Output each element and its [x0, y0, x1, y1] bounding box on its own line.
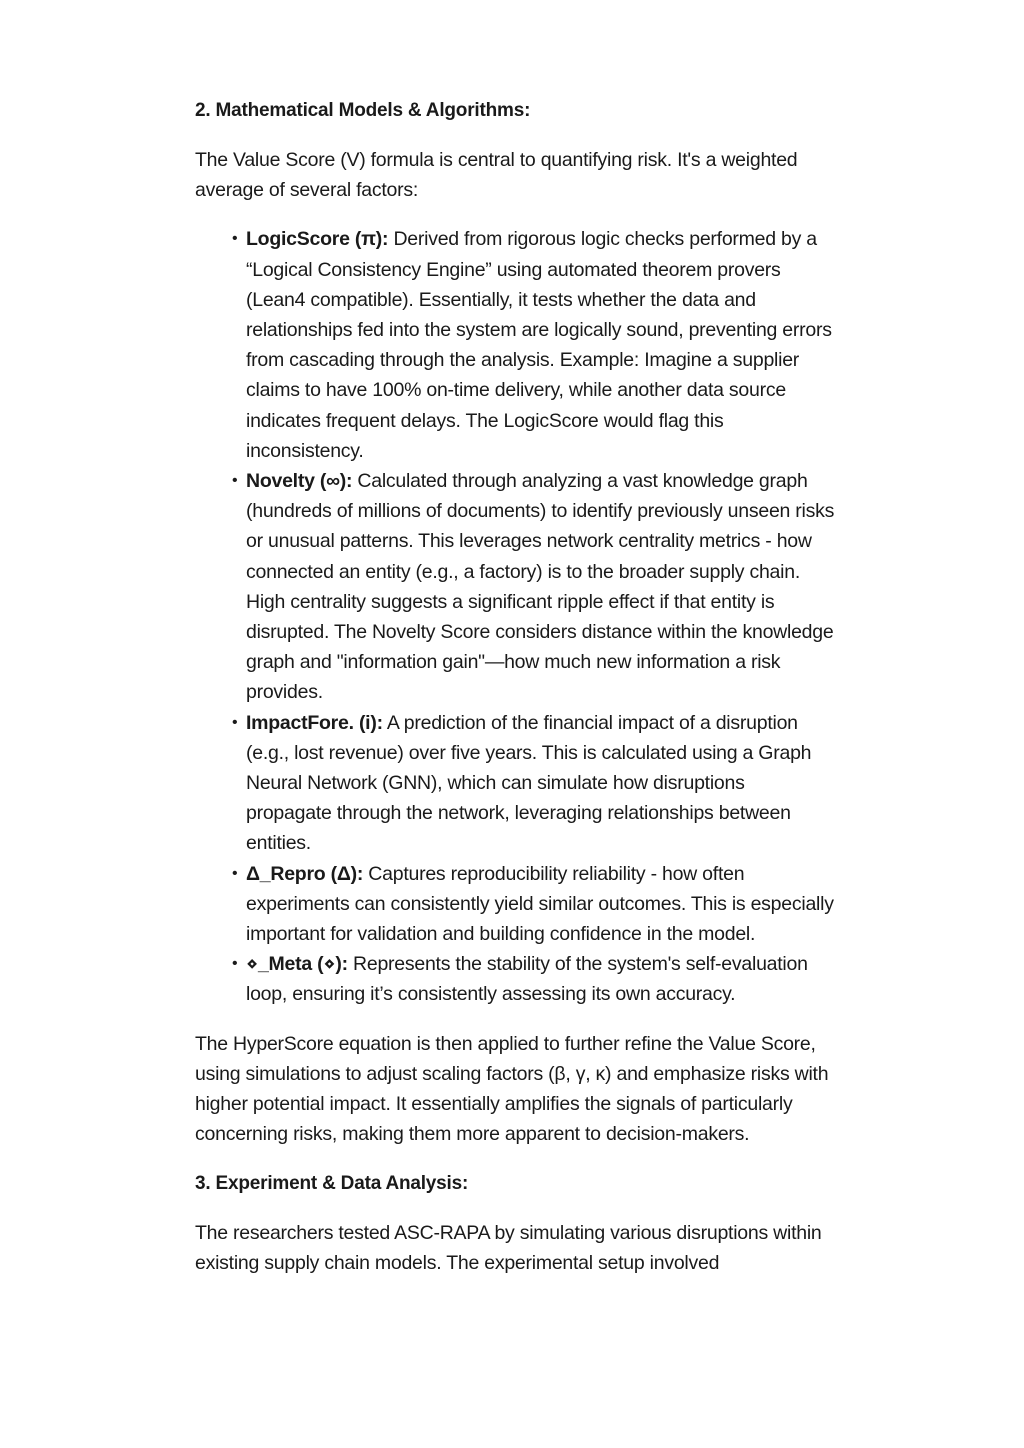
hyperscore-paragraph: The HyperScore equation is then applied to further refine the Value Score, using simulations to adjust scaling factors (β, γ, κ) and emphasize risks with higher potential impact. It essentially amplifies the signals of particularly concerning risks, making them more apparent to decision-makers.	[195, 1032, 829, 1146]
bullet-icon: •	[232, 864, 238, 882]
bullet-term: Δ_Repro (Δ):	[246, 862, 364, 885]
list-item-logicscore	[232, 224, 835, 466]
list-item-meta	[232, 949, 835, 1009]
experiment-intro-paragraph: The researchers tested ASC-RAPA by simulating various disruptions within existing supply chain models. The experimental setup involved	[195, 1221, 822, 1274]
value-score-factor-list	[195, 224, 835, 1009]
bullet-term: ⋄_Meta (⋄):	[246, 953, 348, 976]
models-intro-paragraph: The Value Score (V) formula is central to quantifying risk. It's a weighted average of several factors:	[195, 149, 798, 202]
bullet-text: Captures reproducibility reliability - how often experiments can consistently yield similar outcomes. This is especially important for validation and building confidence in the model.	[246, 862, 834, 946]
bullet-text: A prediction of the financial impact of a disruption (e.g., lost revenue) over five years. This is calculated using a Graph Neural Network (GNN), which can simulate how disruptions propagate through the network, leveraging relationships between entities.	[246, 711, 812, 855]
document-page	[195, 96, 835, 1297]
bullet-term: ImpactFore. (i):	[246, 711, 383, 734]
bullet-text: Calculated through analyzing a vast knowledge graph (hundreds of millions of documents) to identify previously unseen risks or unusual patterns. This leverages network centrality metrics - how connected an entity (e.g., a factory) is to the broader supply chain. High centrality suggests a significant ripple effect if that entity is disrupted. The Novelty Score considers distance within the knowledge graph and "information gain"—how much new information a risk provides.	[246, 470, 835, 704]
section-heading-models: 2. Mathematical Models & Algorithms:	[195, 100, 531, 121]
bullet-icon: •	[232, 230, 238, 248]
bullet-icon: •	[232, 713, 238, 731]
bullet-icon: •	[232, 472, 238, 490]
bullet-term: Novelty (∞):	[246, 470, 353, 493]
bullet-text: Represents the stability of the system's self-evaluation loop, ensuring it’s consistently assessing its own accuracy.	[246, 953, 808, 1006]
bullet-text: Derived from rigorous logic checks performed by a “Logical Consistency Engine” using automated theorem provers (Lean4 compatible). Essentially, it tests whether the data and relationships fed into the system are logically sound, preventing errors from cascading through the analysis. Example: Imagine a supplier claims to have 100% on-time delivery, while another data source indicates frequent delays. The LogicScore would flag this inconsistency.	[246, 228, 832, 462]
list-item-impactfore	[232, 708, 835, 859]
list-item-novelty	[232, 466, 835, 708]
bullet-term: LogicScore (π):	[246, 228, 389, 251]
bullet-icon: •	[232, 955, 238, 973]
section-heading-experiment: 3. Experiment & Data Analysis:	[195, 1172, 469, 1194]
list-item-repro	[232, 859, 835, 950]
